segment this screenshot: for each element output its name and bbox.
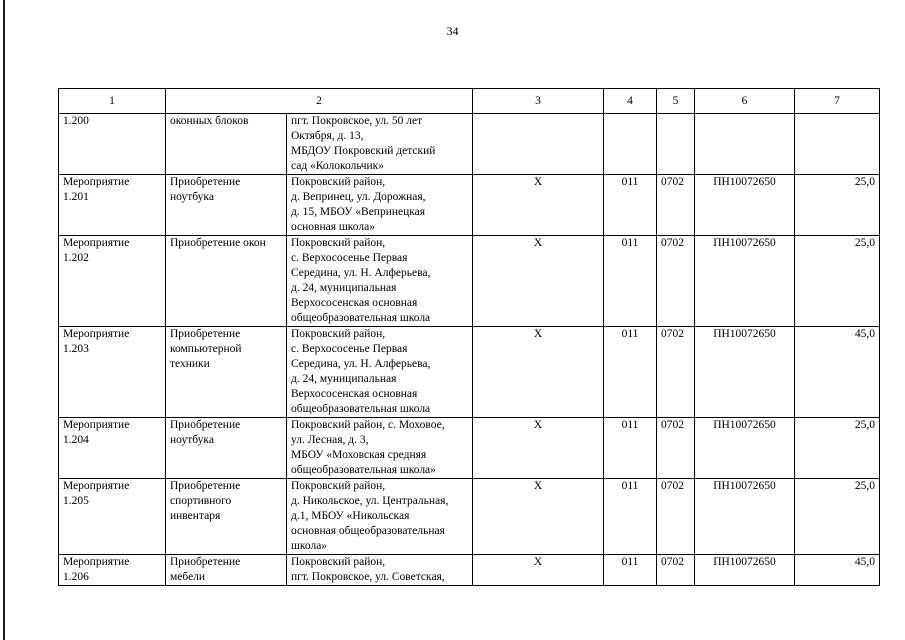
cell-text-line: Приобретение	[170, 480, 241, 492]
code-cell: 011	[604, 236, 657, 327]
header-cell: 7	[795, 89, 880, 114]
table-row	[59, 327, 880, 418]
amount-cell: 45,0	[795, 327, 880, 418]
amount-cell: 25,0	[795, 236, 880, 327]
cell-text-line: Мероприятие	[63, 419, 130, 431]
measure-id-cell	[59, 175, 166, 236]
cell-text-line: 1.200	[63, 115, 89, 127]
cell-text-line: Приобретение	[170, 556, 241, 568]
table-row	[59, 479, 880, 555]
cell-text-line: мебели	[170, 571, 206, 583]
cell-text-line: общеобразовательная школа	[291, 312, 431, 324]
code-cell: 011	[604, 175, 657, 236]
cell-text-line: с. Верхососенье Первая	[291, 252, 408, 264]
cell-text-line: Мероприятие	[63, 176, 130, 188]
address-cell	[287, 555, 473, 586]
cell-text-line: основная школа»	[291, 221, 375, 233]
cell-text-line: пгт. Покровское, ул. 50 лет	[291, 115, 423, 127]
table-row	[59, 236, 880, 327]
cell-text-line: техники	[170, 358, 210, 370]
header-cell: 5	[657, 89, 695, 114]
cell-text-line: 1.202	[63, 252, 89, 264]
address-cell	[287, 327, 473, 418]
amount-cell: 45,0	[795, 555, 880, 586]
target-code-cell: ПН10072650	[695, 418, 795, 479]
cell-text-line: Приобретение	[170, 176, 241, 188]
cell-text-line: Мероприятие	[63, 480, 130, 492]
measure-id-cell	[59, 114, 166, 175]
cell-text-line: Мероприятие	[63, 328, 130, 340]
cell-text-line: Середина, ул. Н. Алферьева,	[291, 358, 431, 370]
measure-id-cell	[59, 418, 166, 479]
cell-text-line: Мероприятие	[63, 237, 130, 249]
header-cell: 4	[604, 89, 657, 114]
section-code-cell: 0702	[657, 418, 695, 479]
cell-text-line: основная общеобразовательная	[291, 525, 445, 537]
cell-text-line: ноутбука	[170, 191, 214, 203]
cell-text-line: 1.203	[63, 343, 89, 355]
table-row	[59, 175, 880, 236]
address-cell	[287, 175, 473, 236]
measure-id-cell	[59, 479, 166, 555]
cell-text-line: ул. Лесная, д. 3,	[291, 434, 369, 446]
cell-text-line: Верхососенская основная	[291, 388, 418, 400]
section-code-cell: 0702	[657, 236, 695, 327]
measure-name-cell	[166, 236, 287, 327]
code-cell: 011	[604, 555, 657, 586]
measure-name-cell	[166, 175, 287, 236]
cell-text-line: Октября, д. 13,	[291, 130, 364, 142]
cell-text-line: спортивного	[170, 495, 232, 507]
header-cell: 1	[59, 89, 166, 114]
cell-text-line: пгт. Покровское, ул. Советская,	[291, 571, 445, 583]
target-code-cell: ПН10072650	[695, 479, 795, 555]
table-row	[59, 114, 880, 175]
cell-text-line: сад «Колокольчик»	[291, 160, 384, 172]
cell-text-line: оконных блоков	[170, 115, 249, 127]
header-cell: 2	[166, 89, 473, 114]
header-row	[59, 89, 880, 114]
section-code-cell	[657, 114, 695, 175]
cell-text-line: д. 24, муниципальная	[291, 282, 397, 294]
header-cell: 3	[473, 89, 604, 114]
mark-cell: Х	[473, 418, 604, 479]
address-cell	[287, 479, 473, 555]
cell-text-line: Покровский район,	[291, 480, 386, 492]
cell-text-line: Покровский район,	[291, 556, 386, 568]
amount-cell: 25,0	[795, 418, 880, 479]
mark-cell: Х	[473, 236, 604, 327]
amount-cell: 25,0	[795, 479, 880, 555]
mark-cell: Х	[473, 327, 604, 418]
address-cell	[287, 114, 473, 175]
cell-text-line: д.1, МБОУ «Никольская	[291, 510, 410, 522]
code-cell: 011	[604, 418, 657, 479]
mark-cell: Х	[473, 175, 604, 236]
code-cell: 011	[604, 479, 657, 555]
cell-text-line: д. 24, муниципальная	[291, 373, 397, 385]
measure-id-cell	[59, 236, 166, 327]
cell-text-line: 1.206	[63, 571, 89, 583]
page-number: 34	[446, 24, 459, 38]
cell-text-line: инвентаря	[170, 510, 221, 522]
budget-table	[58, 88, 880, 586]
cell-text-line: Середина, ул. Н. Алферьева,	[291, 267, 431, 279]
measure-name-cell	[166, 418, 287, 479]
cell-text-line: ноутбука	[170, 434, 214, 446]
amount-cell	[795, 114, 880, 175]
cell-text-line: общеобразовательная школа»	[291, 464, 436, 476]
code-cell: 011	[604, 327, 657, 418]
target-code-cell: ПН10072650	[695, 555, 795, 586]
mark-cell: Х	[473, 479, 604, 555]
cell-text-line: Покровский район,	[291, 237, 386, 249]
section-code-cell: 0702	[657, 327, 695, 418]
table-row	[59, 555, 880, 586]
table-row	[59, 418, 880, 479]
section-code-cell: 0702	[657, 479, 695, 555]
cell-text-line: д. 15, МБОУ «Вепринецкая	[291, 206, 426, 218]
cell-text-line: Приобретение	[170, 328, 241, 340]
target-code-cell	[695, 114, 795, 175]
target-code-cell: ПН10072650	[695, 236, 795, 327]
target-code-cell: ПН10072650	[695, 327, 795, 418]
cell-text-line: компьютерной	[170, 343, 242, 355]
mark-cell	[473, 114, 604, 175]
cell-text-line: 1.201	[63, 191, 89, 203]
code-cell	[604, 114, 657, 175]
cell-text-line: общеобразовательная школа	[291, 403, 431, 415]
cell-text-line: Мероприятие	[63, 556, 130, 568]
cell-text-line: Приобретение	[170, 419, 241, 431]
cell-text-line: 1.205	[63, 495, 89, 507]
section-code-cell: 0702	[657, 555, 695, 586]
cell-text-line: д. Вепринец, ул. Дорожная,	[291, 191, 426, 203]
scan-edge	[3, 0, 5, 640]
cell-text-line: школа»	[291, 540, 328, 552]
measure-name-cell	[166, 114, 287, 175]
cell-text-line: Покровский район, с. Моховое,	[291, 419, 445, 431]
header-cell: 6	[695, 89, 795, 114]
measure-id-cell	[59, 555, 166, 586]
address-cell	[287, 418, 473, 479]
cell-text-line: д. Никольское, ул. Центральная,	[291, 495, 449, 507]
cell-text-line: с. Верхососенье Первая	[291, 343, 408, 355]
cell-text-line: Покровский район,	[291, 328, 386, 340]
measure-name-cell	[166, 327, 287, 418]
mark-cell: Х	[473, 555, 604, 586]
cell-text-line: Покровский район,	[291, 176, 386, 188]
cell-text-line: Верхососенская основная	[291, 297, 418, 309]
target-code-cell: ПН10072650	[695, 175, 795, 236]
cell-text-line: Приобретение окон	[170, 237, 266, 249]
measure-name-cell	[166, 555, 287, 586]
address-cell	[287, 236, 473, 327]
cell-text-line: МБОУ «Моховская средняя	[291, 449, 427, 461]
amount-cell: 25,0	[795, 175, 880, 236]
cell-text-line: МБДОУ Покровский детский	[291, 145, 436, 157]
cell-text-line: 1.204	[63, 434, 89, 446]
measure-name-cell	[166, 479, 287, 555]
section-code-cell: 0702	[657, 175, 695, 236]
measure-id-cell	[59, 327, 166, 418]
